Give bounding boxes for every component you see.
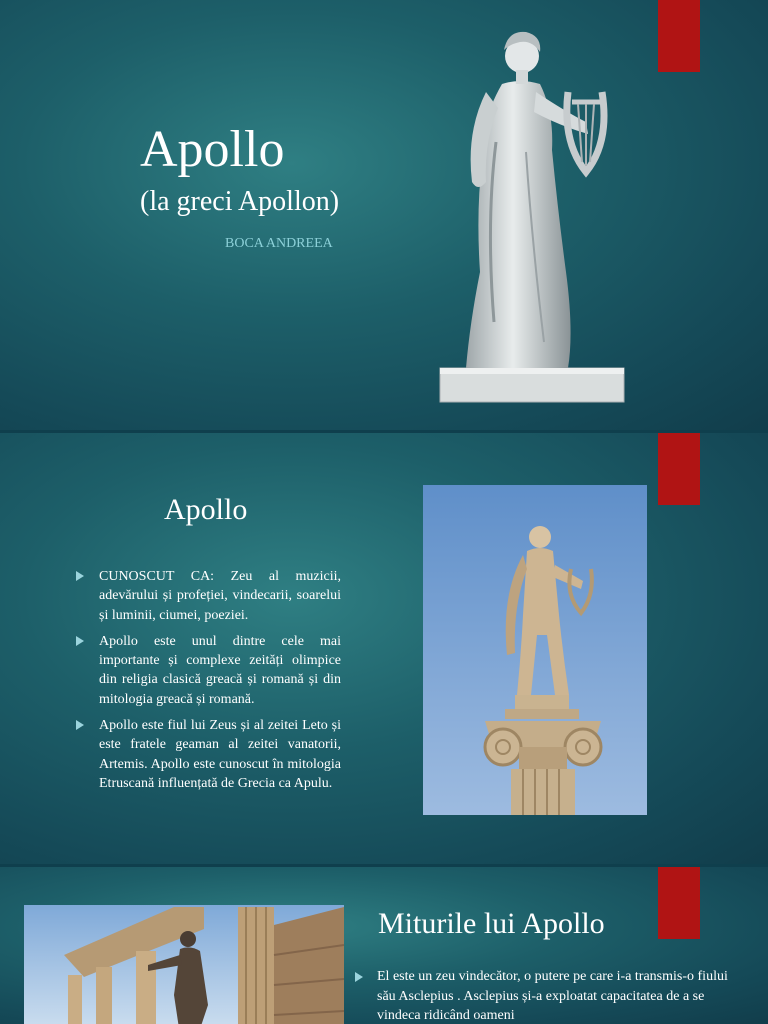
slide-apollo-info [0,433,768,864]
list-item [76,716,341,793]
list-item [355,967,747,1024]
bullet-text: El este un zeu vindecător, o putere pe care i-a transmis-o fiului său Asclepius . Asclepius și-a exploatat capacitatea de a se vindeca ridicând oameni [377,969,728,1023]
list-item [76,632,341,709]
red-accent-tab [658,433,700,505]
author-name: BOCA ANDREEA [225,236,333,251]
slide-heading: Miturile lui Apollo [378,907,605,940]
slide-title-heading: Apollo [140,121,285,178]
bullet-triangle-icon [76,571,84,581]
slide-subtitle: (la greci Apollon) [140,186,340,217]
red-accent-tab [658,0,700,72]
slide-heading: Apollo [164,493,248,526]
apollo-column-statue-image [423,485,647,815]
bullet-list [76,567,341,800]
slide-title [0,0,768,430]
list-item [76,567,341,625]
temple-ruins-image [24,905,344,1024]
bullet-triangle-icon [76,720,84,730]
bullet-text: Apollo este fiul lui Zeus și al zeitei Leto și este fratele geaman al zeitei vanatorii, Artemis. Apollo este cunoscut în mitologia Etruscană influențată de Grecia ca Apulu. [99,718,341,791]
slide-myths [0,867,768,1024]
bullet-text: Apollo este unul dintre cele mai importante și complexe zeități olimpice din religia clasică greacă și romană și din mitologia greacă și romană. [99,633,341,707]
red-accent-tab [658,867,700,939]
bullet-triangle-icon [76,636,84,646]
apollo-statue-image [436,22,628,406]
bullet-text: CUNOSCUT CA: Zeu al muzicii, adevărului și profeției, vindecarii, soarelui și luminii, ciumei, poeziei. [99,569,341,623]
bullet-triangle-icon [355,972,363,982]
